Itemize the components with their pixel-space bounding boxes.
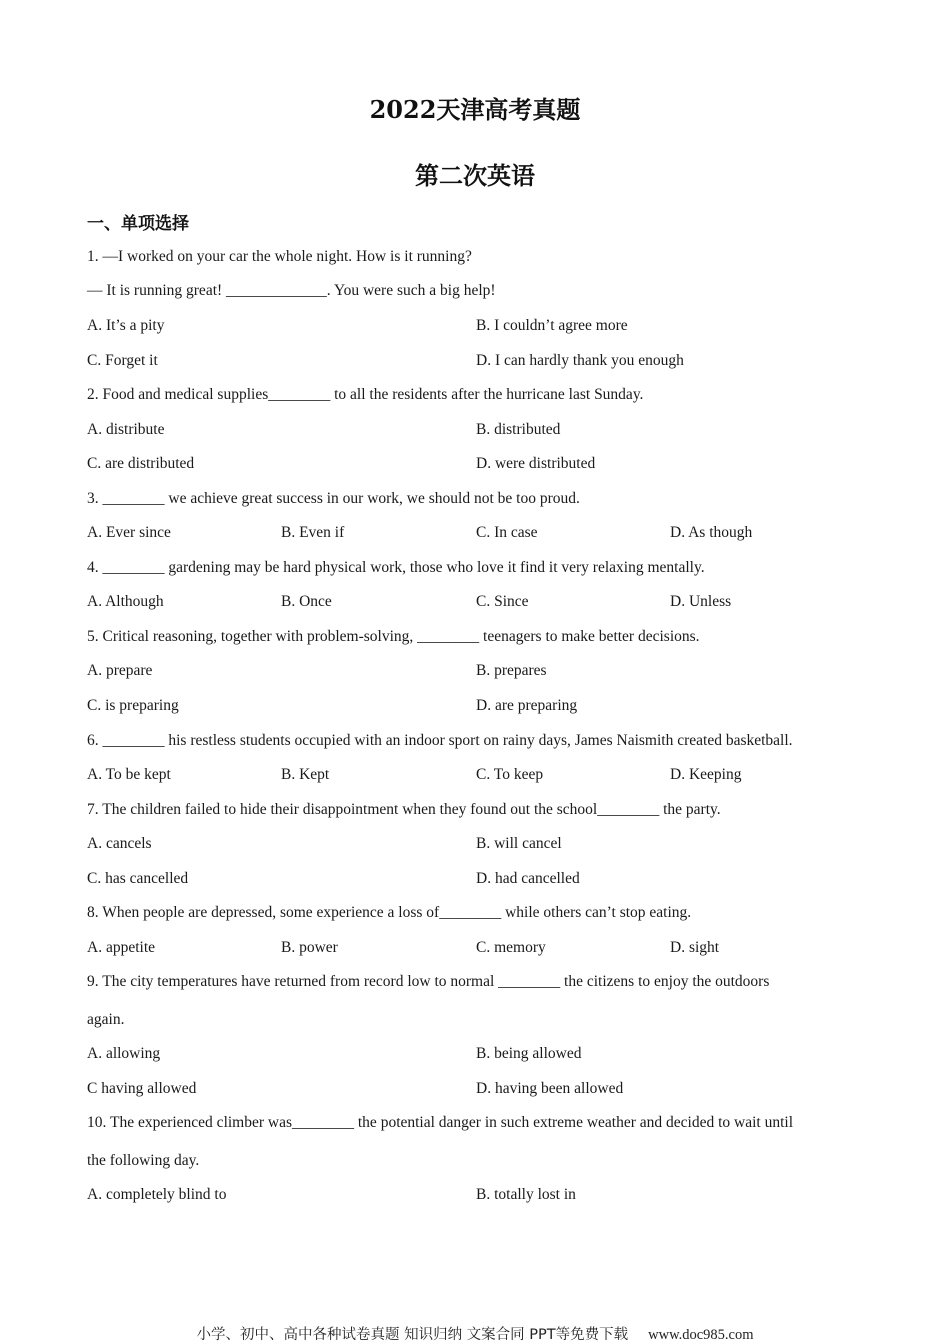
question-10-line-1: 10. The experienced climber was________ the potential danger in such extreme weather and decided to wait until [87,1114,794,1131]
question-1-option-b: B. I couldn’t agree more [476,317,628,334]
question-8-option-b: B. power [281,939,338,956]
question-7-option-b: B. will cancel [476,835,562,852]
question-2-option-b: B. distributed [476,421,561,438]
section-heading: 一、单项选择 [87,214,189,234]
question-6-option-b: B. Kept [281,766,330,783]
question-3-option-b: B. Even if [281,524,345,541]
question-6-option-d: D. Keeping [670,766,742,783]
question-5-option-b: B. prepares [476,662,547,679]
question-1-line-1: 1. —I worked on your car the whole night. How is it running? [87,248,472,265]
question-5-option-c: C. is preparing [87,697,179,714]
question-3-option-d: D. As though [670,524,753,541]
question-1-option-c: C. Forget it [87,352,158,369]
question-10-line-2: the following day. [87,1152,200,1169]
question-1-option-d: D. I can hardly thank you enough [476,352,684,369]
question-4-option-c: C. Since [476,593,529,610]
question-6-line-1: 6. ________ his restless students occupied with an indoor sport on rainy days, James Naismith created basketball. [87,732,793,749]
question-7-option-d: D. had cancelled [476,870,580,887]
question-3-line-1: 3. ________ we achieve great success in our work, we should not be too proud. [87,490,580,507]
question-3-option-c: C. In case [476,524,538,541]
question-9-line-2: again. [87,1011,125,1028]
question-7-option-a: A. cancels [87,835,152,852]
question-4-option-b: B. Once [281,593,332,610]
question-8-line-1: 8. When people are depressed, some experience a loss of________ while others can’t stop eating. [87,904,692,921]
question-4-option-d: D. Unless [670,593,732,610]
question-3-option-a: A. Ever since [87,524,171,541]
question-10-option-a: A. completely blind to [87,1186,227,1203]
question-1-line-2: — It is running great! _____________. You were such a big help! [87,282,496,299]
question-8-option-d: D. sight [670,939,720,956]
question-10-option-b: B. totally lost in [476,1186,576,1203]
footer-text: 小学、初中、高中各种试卷真题 知识归纳 文案合同 PPT等免费下载 [196,1327,629,1343]
question-6-option-a: A. To be kept [87,766,171,783]
question-9-option-a: A. allowing [87,1045,161,1062]
question-7-option-c: C. has cancelled [87,870,189,887]
question-2-line-1: 2. Food and medical supplies________ to all the residents after the hurricane last Sunday. [87,386,644,403]
question-2-option-a: A. distribute [87,421,165,438]
question-5-option-a: A. prepare [87,662,153,679]
footer-url[interactable]: www.doc985.com [648,1327,754,1343]
question-8-option-c: C. memory [476,939,546,956]
question-9-option-d: D. having been allowed [476,1080,624,1097]
question-2-option-d: D. were distributed [476,455,596,472]
question-6-option-c: C. To keep [476,766,544,783]
question-9-option-c: C having allowed [87,1080,197,1097]
question-9-option-b: B. being allowed [476,1045,582,1062]
question-9-line-1: 9. The city temperatures have returned from record low to normal ________ the citizens to enjoy the outdoors [87,973,770,990]
page-subtitle: 第二次英语 [415,161,535,190]
question-7-line-1: 7. The children failed to hide their disappointment when they found out the school________ the party. [87,801,721,818]
question-4-line-1: 4. ________ gardening may be hard physical work, those who love it find it very relaxing mentally. [87,559,705,576]
question-1-option-a: A. It’s a pity [87,317,165,334]
question-5-option-d: D. are preparing [476,697,578,714]
page-title: 2022天津高考真题 [369,95,581,124]
question-8-option-a: A. appetite [87,939,156,956]
question-4-option-a: A. Although [87,593,164,610]
question-2-option-c: C. are distributed [87,455,195,472]
question-5-line-1: 5. Critical reasoning, together with problem-solving, ________ teenagers to make better decisions. [87,628,700,645]
footer [0,1323,950,1344]
